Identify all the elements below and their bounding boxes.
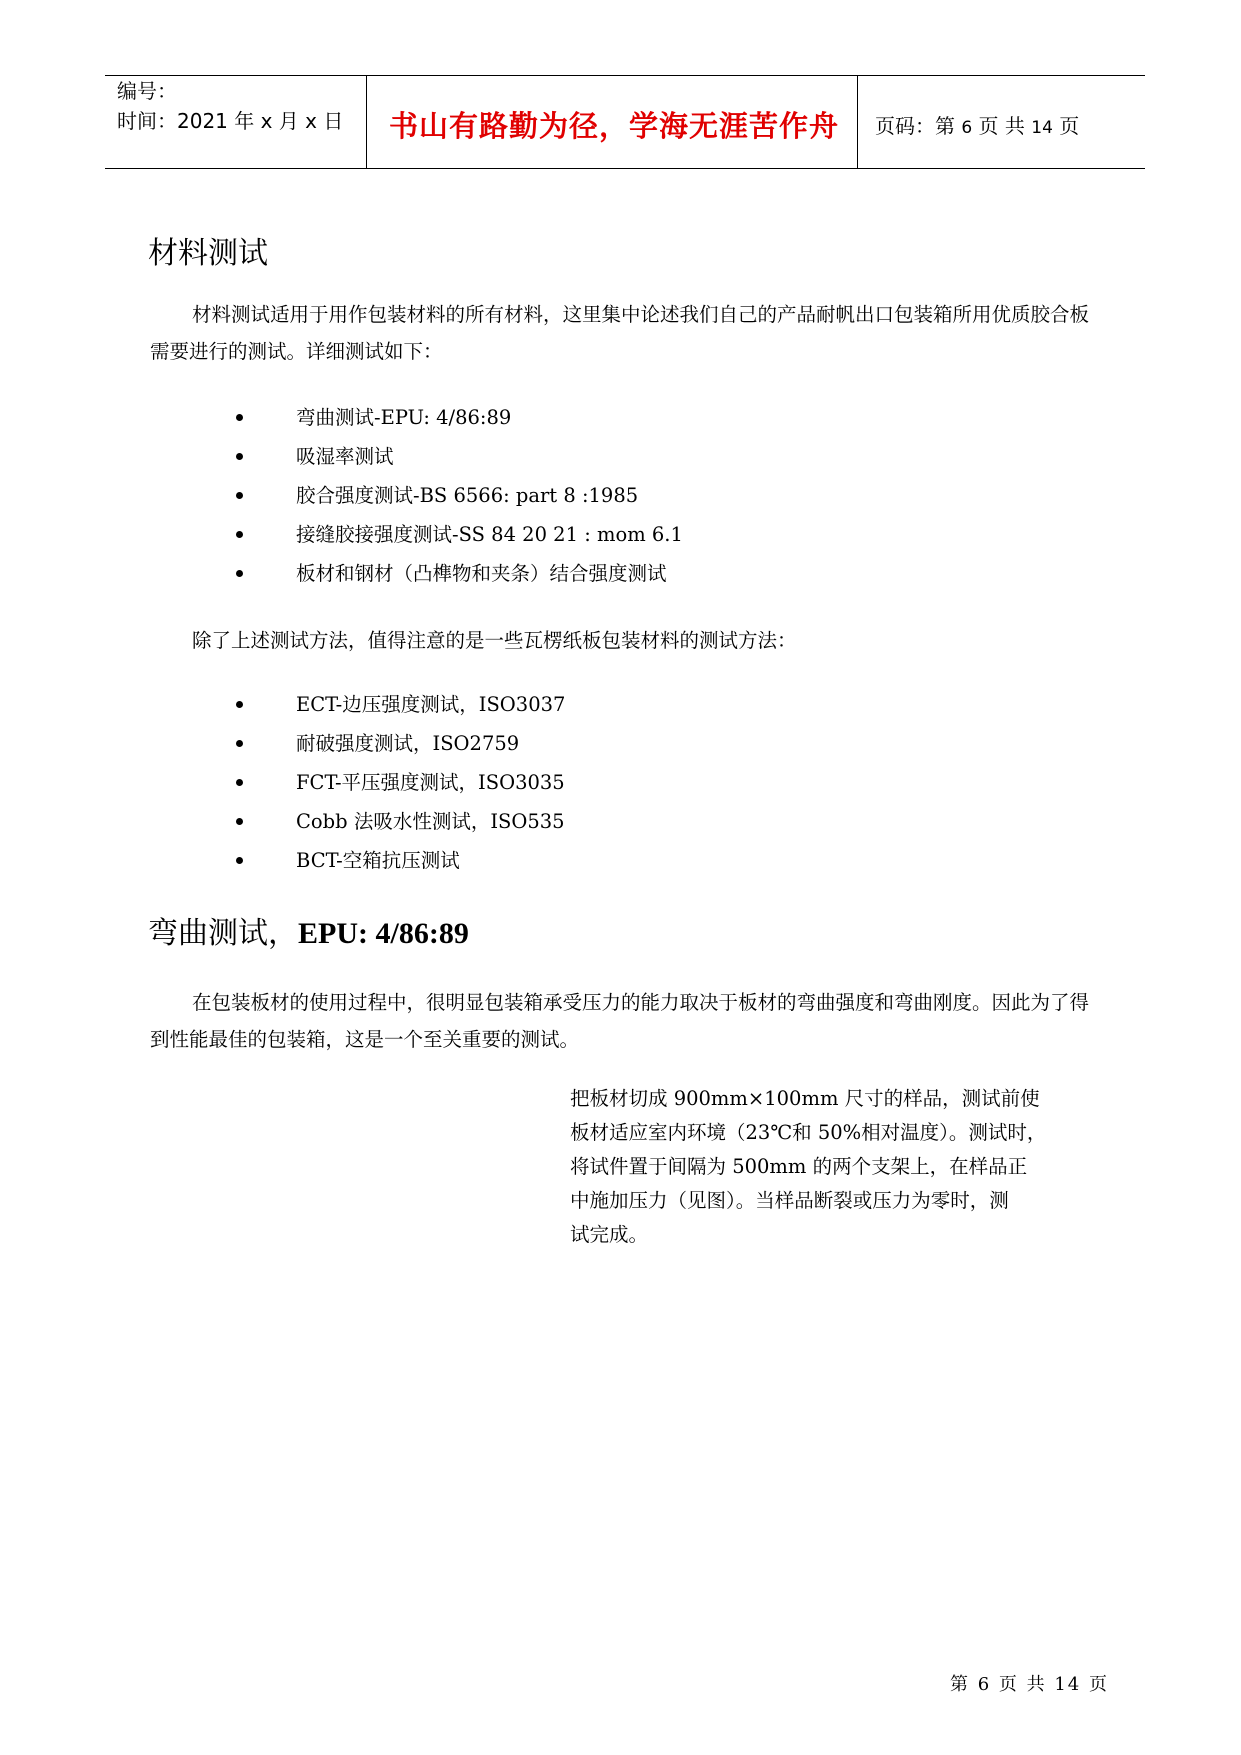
list-item: [226, 398, 683, 437]
bullet-icon: [236, 570, 243, 577]
section1-intro-paragraph: [150, 296, 1105, 370]
section-title-bending-test-cn: 弯曲测试，: [148, 916, 298, 951]
page-total: 14: [1031, 118, 1053, 138]
bullet-icon: [236, 818, 243, 825]
list-item: [226, 515, 683, 554]
list-item-text: ECT-边压强度测试，ISO3037: [296, 693, 566, 716]
page-number: 6: [961, 118, 973, 138]
list-item: [226, 476, 683, 515]
corrugated-intro-text: 除了上述测试方法，值得注意的是一些瓦楞纸板包装材料的测试方法：: [192, 629, 797, 652]
page-suffix: 页: [1059, 114, 1080, 138]
section2-intro-text: 在包装板材的使用过程中，很明显包装箱承受压力的能力取决于板材的弯曲强度和弯曲刚度。因此为了得到性能最佳的包装箱，这是一个至关重要的测试。: [150, 991, 1090, 1051]
bullet-icon: [236, 701, 243, 708]
material-test-list: [226, 398, 683, 593]
corrugated-test-list: [226, 685, 565, 880]
list-item-text: 接缝胶接强度测试-SS 84 20 21 : mom 6.1: [296, 523, 683, 546]
section1-intro-text: 材料测试适用于用作包装材料的所有材料，这里集中论述我们自己的产品耐帆出口包装箱所用优质胶合板需要进行的测试。详细测试如下：: [150, 303, 1090, 363]
list-item-text: 吸湿率测试: [296, 445, 394, 468]
bending-procedure-paragraph: [570, 1082, 1060, 1252]
page-footer: 第 6 页 共 14 页: [950, 1674, 1109, 1695]
corrugated-intro-paragraph: [150, 622, 1105, 659]
bullet-icon: [236, 779, 243, 786]
list-item-text: 板材和钢材（凸榫物和夹条）结合强度测试: [296, 562, 667, 585]
list-item-text: FCT-平压强度测试，ISO3035: [296, 771, 565, 794]
list-item-text: Cobb 法吸水性测试，ISO535: [296, 810, 565, 833]
list-item: [226, 437, 683, 476]
list-item-text: 耐破强度测试，ISO2759: [296, 732, 520, 755]
procedure-line: 将试件置于间隔为 500mm 的两个支架上，在样品正: [570, 1155, 1028, 1178]
bullet-icon: [236, 740, 243, 747]
list-item-text: 弯曲测试-EPU: 4/86:89: [296, 406, 512, 429]
bullet-icon: [236, 857, 243, 864]
doc-date-label: 时间：2021 年 x 月 x 日: [117, 109, 344, 133]
header-page-info: [875, 110, 1079, 139]
procedure-line: 板材适应室内环境（23℃和 50%相对温度）。测试时，: [570, 1121, 1047, 1144]
procedure-line: 把板材切成 900mm×100mm 尺寸的样品，测试前使: [570, 1087, 1040, 1110]
bullet-icon: [236, 414, 243, 421]
list-item: [226, 685, 565, 724]
section-title-material-testing: 材料测试: [148, 236, 268, 271]
list-item: [226, 841, 565, 880]
list-item-text: BCT-空箱抗压测试: [296, 849, 460, 872]
page-prefix: 页码：第: [875, 114, 955, 138]
list-item: [226, 763, 565, 802]
page-mid: 页 共: [978, 114, 1025, 138]
header-motto: 书山有路勤为径，学海无涯苦作舟: [388, 109, 839, 143]
section-title-bending-test-code: EPU: 4/86:89: [298, 917, 469, 950]
list-item: [226, 802, 565, 841]
header-bottom-border: [105, 168, 1145, 169]
procedure-line: 中施加压力（见图）。当样品断裂或压力为零时，测: [570, 1189, 1009, 1212]
list-item-text: 胶合强度测试-BS 6566: part 8 :1985: [296, 484, 639, 507]
header-meta: [117, 76, 343, 136]
doc-number-label: 编号：: [117, 79, 177, 103]
header-divider-left: [366, 76, 367, 169]
bullet-icon: [236, 492, 243, 499]
procedure-line: 试完成。: [570, 1223, 649, 1246]
list-item: [226, 554, 683, 593]
list-item: [226, 724, 565, 763]
section-title-bending-test: [148, 908, 469, 952]
bullet-icon: [236, 531, 243, 538]
section2-intro-paragraph: [150, 984, 1105, 1058]
bullet-icon: [236, 453, 243, 460]
